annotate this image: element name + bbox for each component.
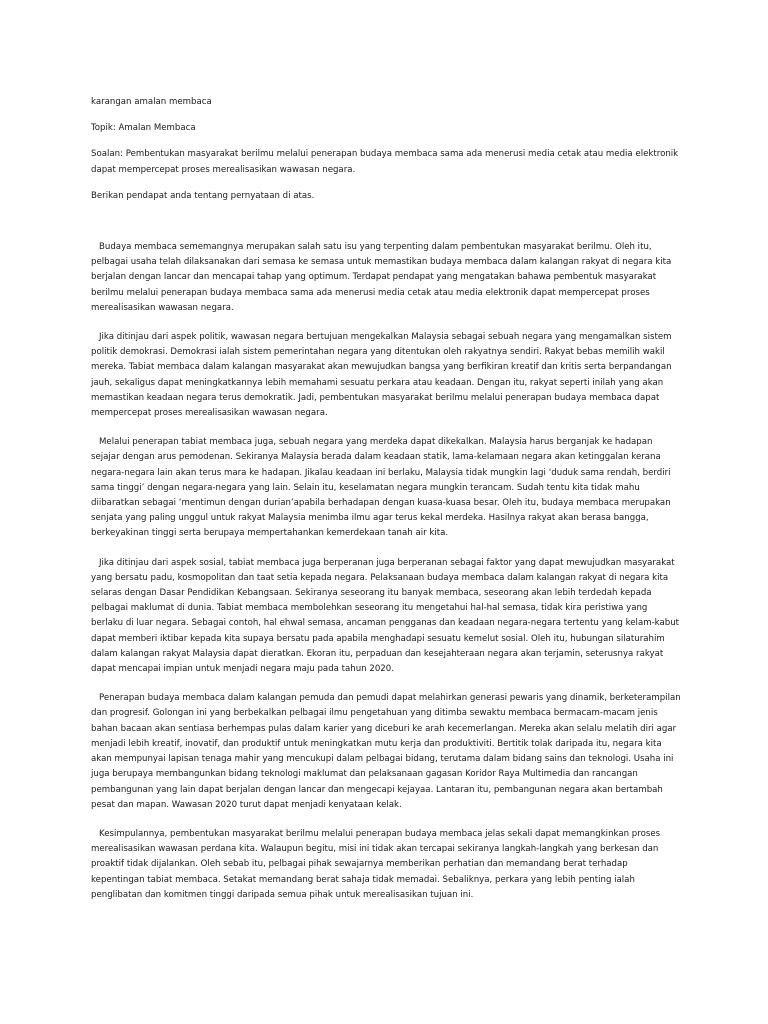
essay-paragraph-independence: Melalui penerapan tabiat membaca juga, sebuah negara yang merdeka dapat dikekalkan. Malaysia harus berganjak ke hadapan sejajar dengan arus pemodenan. Sekiranya Malaysia berada dalam keadaan statik, lama-kelamaan negara akan ketinggalan kerana negara-negara lain akan terus mara ke hadapan. Jikalau keadaan ini berlaku, Malaysia tidak mungkin lagi ‘duduk sama rendah, berdiri sama tinggi’ dengan negara-negara yang lain. Selain itu, keselamatan negara mungkin terancam. Sudah tentu kita tidak mahu diibaratkan sebagai ‘mentimun dengan durian’apabila berhadapan dengan kuasa-kuasa besar. Oleh itu, budaya membaca merupakan senjata yang paling unggul untuk rakyat Malaysia menimba ilmu agar terus kekal merdeka. Hasilnya rakyat akan berasa bangga, berkeyakinan tinggi serta berupaya mempertahankan kemerdekaan tanah air kita.: [91, 437, 671, 539]
document-page: [91, 94, 681, 917]
essay-body: [91, 240, 681, 903]
essay-paragraph-social: Jika ditinjau dari aspek sosial, tabiat membaca juga berperanan juga berperanan sebagai faktor yang dapat mewujudkan masyarakat yang bersatu padu, kosmopolitan dan taat setia kepada negara. Pelaksanaan budaya membaca dalam kalangan rakyat di negara kita selaras dengan Dasar Pendidikan Kebangsaan. Sekiranya seseorang itu banyak membaca, seseorang akan lebih terdedah kepada pelbagai maklumat di dunia. Tabiat membaca membolehkan seseorang itu mengetahui hal-hal semasa, tidak kira peristiwa yang berlaku di luar negara. Sebagai contoh, hal ehwal semasa, ancaman pengganas dan keadaan negara-negara tertentu yang kelam-kabut dapat memberi iktibar kepada kita supaya bersatu pada apabila menghadapi sesuatu kemelut sosial. Oleh itu, hubungan silaturahim dalam kalangan rakyat Malaysia dapat dieratkan. Ekoran itu, perpaduan dan kesejahteraan negara akan terjamin, seterusnya rakyat dapat mencapai impian untuk menjadi negara maju pada tahun 2020.: [91, 557, 680, 675]
essay-paragraph-intro: Budaya membaca sememangnya merupakan salah satu isu yang terpenting dalam pembentukan masyarakat berilmu. Oleh itu, pelbagai usaha telah dilaksanakan dari semasa ke semasa untuk memastikan budaya membaca dalam kalangan rakyat di negara kita berjalan dengan lancar dan mencapai tahap yang optimum. Terdapat pendapat yang mengatakan bahawa pembentuk masyarakat berilmu melalui penerapan budaya membaca sama ada menerusi media cetak atau media elektronik dapat mempercepat proses merealisasikan wawasan negara.: [91, 242, 672, 313]
document-topic: Topik: Amalan Membaca: [91, 123, 196, 133]
document-title: karangan amalan membaca: [91, 97, 212, 107]
essay-question: Soalan: Pembentukan masyarakat berilmu melalui penerapan budaya membaca sama ada menerusi media cetak atau media elektronik dapat mempercepat proses merealisasikan wawasan negara.: [91, 149, 679, 175]
essay-paragraph-youth: Penerapan budaya membaca dalam kalangan pemuda dan pemudi dapat melahirkan generasi pewaris yang dinamik, berketerampilan dan progresif. Golongan ini yang berbekalkan pelbagai ilmu pengetahuan yang ditimba sewaktu membaca bermacam-macam jenis bahan bacaan akan sentiasa berhempas pulas dalam karier yang diceburi ke arah kecemerlangan. Mereka akan selalu melatih diri agar menjadi lebih kreatif, inovatif, dan produktif untuk meningkatkan mutu kerja dan produktiviti. Bertitik tolak daripada itu, negara kita akan mempunyai lapisan tenaga mahir yang mencukupi dalam pelbagai bidang, terutama dalam bidang sains dan teknologi. Usaha ini juga berupaya membangunkan bidang teknologi maklumat dan pelaksanaan gagasan Koridor Raya Multimedia dan rancangan pembangunan yang lain dapat berjalan dengan lancar dan mengecapi kejayaa. Lantaran itu, pembangunan negara akan bertambah pesat dan mapan. Wawasan 2020 turut dapat menjadi kenyataan kelak.: [91, 693, 681, 810]
essay-instruction: Berikan pendapat anda tentang pernyataan di atas.: [91, 191, 315, 201]
essay-paragraph-conclusion: Kesimpulannya, pembentukan masyarakat berilmu melalui penerapan budaya membaca jelas sekali dapat memangkinkan proses merealisasikan wawasan perdana kita. Walaupun begitu, misi ini tidak akan tercapai sekiranya langkah-langkah yang berkesan dan proaktif tidak dijalankan. Oleh sebab itu, pelbagai pihak sewajarnya memberikan perhatian dan memandang berat terhadap kepentingan tabiat membaca. Setakat memandang berat sahaja tidak memadai. Sebaliknya, perkara yang lebih penting ialah penglibatan dan komitmen tinggi daripada semua pihak untuk merealisasikan tujuan ini.: [91, 828, 661, 900]
essay-paragraph-politics: Jika ditinjau dari aspek politik, wawasan negara bertujuan mengekalkan Malaysia sebagai sebuah negara yang mengamalkan sistem politik demokrasi. Demokrasi ialah sistem pemerintahan negara yang ditentukan oleh rakyatnya sendiri. Rakyat bebas memilih wakil mereka. Tabiat membaca dalam kalangan masyarakat akan mewujudkan bangsa yang berfikiran kreatif dan kritis serta berpandangan jauh, sekaligus dapat meningkatkannya lebih memahami sesuatu perkara atau keadaan. Dengan itu, rakyat seperti inilah yang akan memastikan keadaan negara terus demokratik. Jadi, pembentukan masyarakat berilmu melalui penerapan budaya membaca dapat mempercepat proses merealisasikan wawasan negara.: [91, 332, 672, 419]
